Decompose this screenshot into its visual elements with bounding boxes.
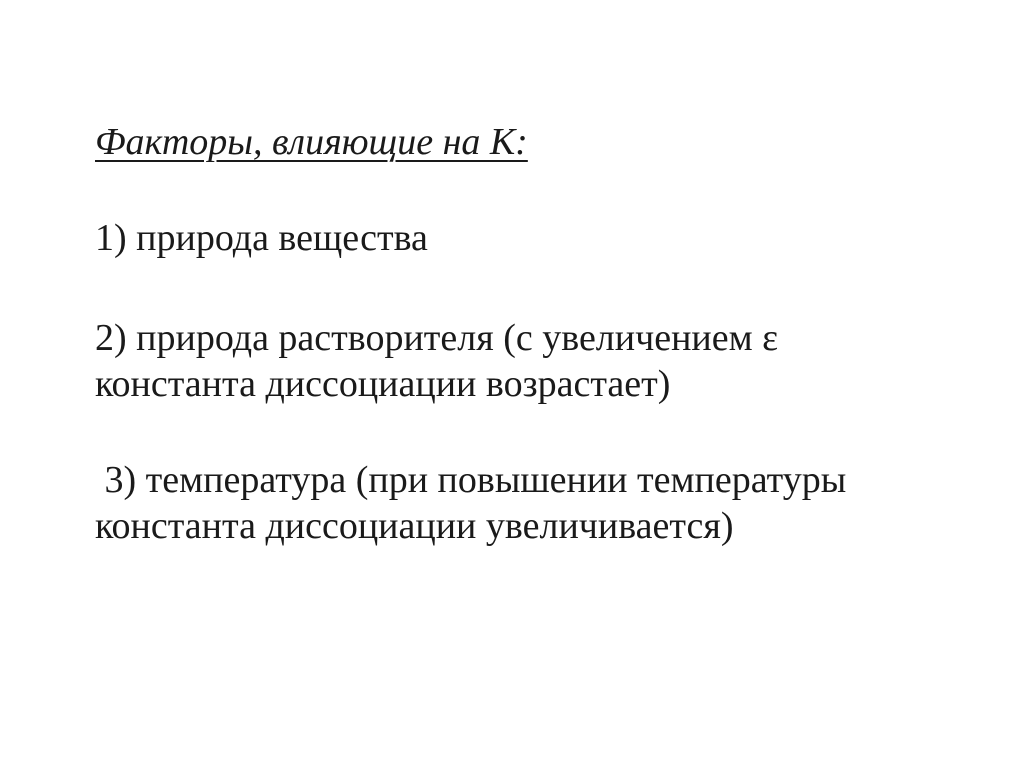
factor-item-1 [95,215,428,261]
factor-item-3 [95,457,846,549]
factor-2-line-1: 2) природа растворителя (с увеличением ε [95,317,779,359]
factor-2-line-2: константа диссоциации возрастает) [95,363,671,405]
slide-heading: Факторы, влияющие на К: [95,121,528,163]
factor-item-2 [95,315,778,407]
factor-1-line-1: 1) природа вещества [95,217,428,259]
factor-3-line-2: константа диссоциации увеличивается) [95,505,734,547]
factor-3-line-1: 3) температура (при повышении температуры [95,459,847,501]
